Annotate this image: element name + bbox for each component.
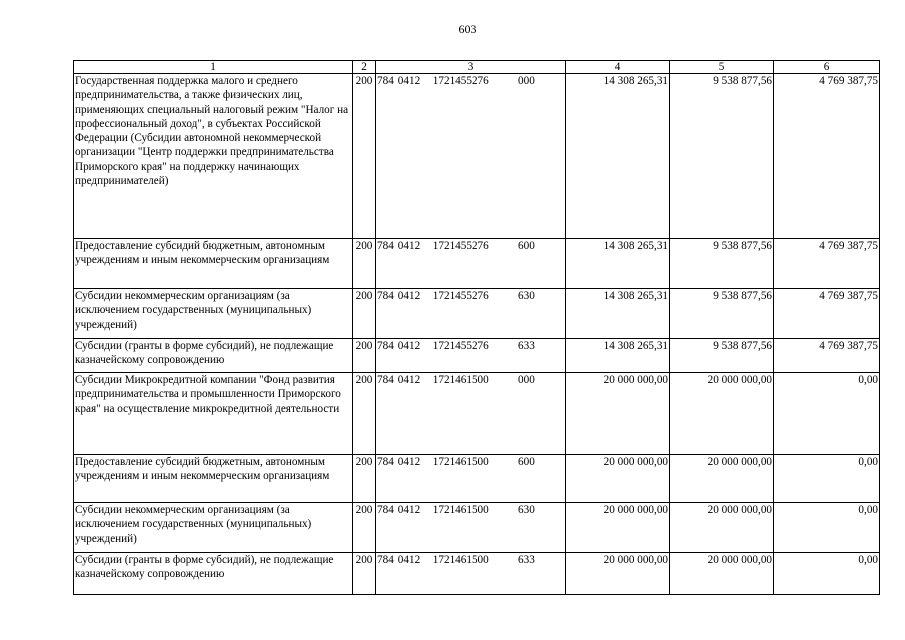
code-expense-type: 600 xyxy=(518,456,535,468)
code-ministry: 784 xyxy=(377,290,394,302)
row-code xyxy=(376,503,566,553)
row-value-6: 0,00 xyxy=(774,503,880,553)
row-col2: 200 xyxy=(353,339,376,373)
row-code xyxy=(376,553,566,595)
row-value-4: 20 000 000,00 xyxy=(566,503,670,553)
row-description: Субсидии некоммерческим организациям (за исключением государственных (муниципальных) учреждений) xyxy=(74,289,353,339)
code-section: 0412 xyxy=(397,456,421,468)
row-value-6: 4 769 387,75 xyxy=(774,289,880,339)
header-cell-4: 4 xyxy=(566,61,670,74)
row-col2: 200 xyxy=(353,455,376,503)
table-row xyxy=(74,503,880,553)
header-cell-5: 5 xyxy=(670,61,774,74)
code-expense-type: 633 xyxy=(518,340,535,352)
code-target: 1721461500 xyxy=(432,456,489,468)
table-row xyxy=(74,74,880,239)
code-ministry: 784 xyxy=(377,240,394,252)
table-row xyxy=(74,373,880,455)
code-expense-type: 630 xyxy=(518,504,535,516)
budget-table xyxy=(73,60,880,595)
table-row xyxy=(74,455,880,503)
row-description: Субсидии (гранты в форме субсидий), не подлежащие казначейскому сопровождению xyxy=(74,553,353,595)
row-value-5: 9 538 877,56 xyxy=(670,239,774,289)
row-code xyxy=(376,289,566,339)
code-expense-type: 600 xyxy=(518,240,535,252)
code-section: 0412 xyxy=(397,240,421,252)
code-section: 0412 xyxy=(397,75,421,87)
row-value-4: 14 308 265,31 xyxy=(566,339,670,373)
row-value-5: 9 538 877,56 xyxy=(670,339,774,373)
page-number: 603 xyxy=(458,22,477,36)
row-col2: 200 xyxy=(353,373,376,455)
code-target: 1721461500 xyxy=(432,374,489,386)
code-target: 1721455276 xyxy=(432,340,489,352)
row-description: Субсидии некоммерческим организациям (за исключением государственных (муниципальных) учреждений) xyxy=(74,503,353,553)
code-ministry: 784 xyxy=(377,456,394,468)
row-value-4: 20 000 000,00 xyxy=(566,553,670,595)
row-description: Государственная поддержка малого и среднего предпринимательства, а также физических лиц, применяющих специальный налоговый режим "Налог на профессиональный доход", в субъектах Российской Федерации (Субсидии автономной некоммерческой организации "Центр поддержки предпринимательства Приморского края" на поддержку начинающих предпринимателей) xyxy=(74,74,353,239)
row-value-5: 20 000 000,00 xyxy=(670,373,774,455)
header-cell-2: 2 xyxy=(353,61,376,74)
code-ministry: 784 xyxy=(377,554,394,566)
code-target: 1721461500 xyxy=(432,554,489,566)
row-col2: 200 xyxy=(353,289,376,339)
row-value-5: 20 000 000,00 xyxy=(670,455,774,503)
row-value-5: 9 538 877,56 xyxy=(670,289,774,339)
table-row xyxy=(74,553,880,595)
code-target: 1721455276 xyxy=(432,75,489,87)
code-expense-type: 630 xyxy=(518,290,535,302)
row-value-6: 4 769 387,75 xyxy=(774,74,880,239)
code-ministry: 784 xyxy=(377,374,394,386)
code-expense-type: 000 xyxy=(518,374,535,386)
row-value-5: 9 538 877,56 xyxy=(670,74,774,239)
row-value-5: 20 000 000,00 xyxy=(670,553,774,595)
row-col2: 200 xyxy=(353,239,376,289)
code-ministry: 784 xyxy=(377,504,394,516)
row-value-6: 4 769 387,75 xyxy=(774,239,880,289)
row-col2: 200 xyxy=(353,503,376,553)
header-row xyxy=(74,61,880,74)
code-section: 0412 xyxy=(397,340,421,352)
row-value-6: 0,00 xyxy=(774,455,880,503)
code-expense-type: 000 xyxy=(518,75,535,87)
header-cell-6: 6 xyxy=(774,61,880,74)
code-expense-type: 633 xyxy=(518,554,535,566)
row-value-5: 20 000 000,00 xyxy=(670,503,774,553)
code-section: 0412 xyxy=(397,290,421,302)
row-col2: 200 xyxy=(353,553,376,595)
row-description: Предоставление субсидий бюджетным, автономным учреждениям и иным некоммерческим организациям xyxy=(74,239,353,289)
row-description: Субсидии (гранты в форме субсидий), не подлежащие казначейскому сопровождению xyxy=(74,339,353,373)
code-target: 1721455276 xyxy=(432,240,489,252)
code-section: 0412 xyxy=(397,554,421,566)
row-value-4: 14 308 265,31 xyxy=(566,74,670,239)
row-code xyxy=(376,455,566,503)
row-value-4: 20 000 000,00 xyxy=(566,455,670,503)
row-value-6: 4 769 387,75 xyxy=(774,339,880,373)
row-description: Предоставление субсидий бюджетным, автономным учреждениям и иным некоммерческим организациям xyxy=(74,455,353,503)
row-code xyxy=(376,74,566,239)
code-target: 1721461500 xyxy=(432,504,489,516)
code-ministry: 784 xyxy=(377,75,394,87)
code-section: 0412 xyxy=(397,504,421,516)
row-col2: 200 xyxy=(353,74,376,239)
row-code xyxy=(376,373,566,455)
row-value-6: 0,00 xyxy=(774,373,880,455)
header-cell-3: 3 xyxy=(376,61,566,74)
row-value-4: 14 308 265,31 xyxy=(566,289,670,339)
table-row xyxy=(74,289,880,339)
row-value-6: 0,00 xyxy=(774,553,880,595)
table-row xyxy=(74,339,880,373)
code-ministry: 784 xyxy=(377,340,394,352)
row-value-4: 20 000 000,00 xyxy=(566,373,670,455)
row-value-4: 14 308 265,31 xyxy=(566,239,670,289)
code-target: 1721455276 xyxy=(432,290,489,302)
code-section: 0412 xyxy=(397,374,421,386)
row-code xyxy=(376,239,566,289)
table-row xyxy=(74,239,880,289)
row-description: Субсидии Микрокредитной компании "Фонд развития предпринимательства и промышленности Приморского края" на осуществление микрокредитной деятельности xyxy=(74,373,353,455)
header-cell-1: 1 xyxy=(74,61,353,74)
row-code xyxy=(376,339,566,373)
